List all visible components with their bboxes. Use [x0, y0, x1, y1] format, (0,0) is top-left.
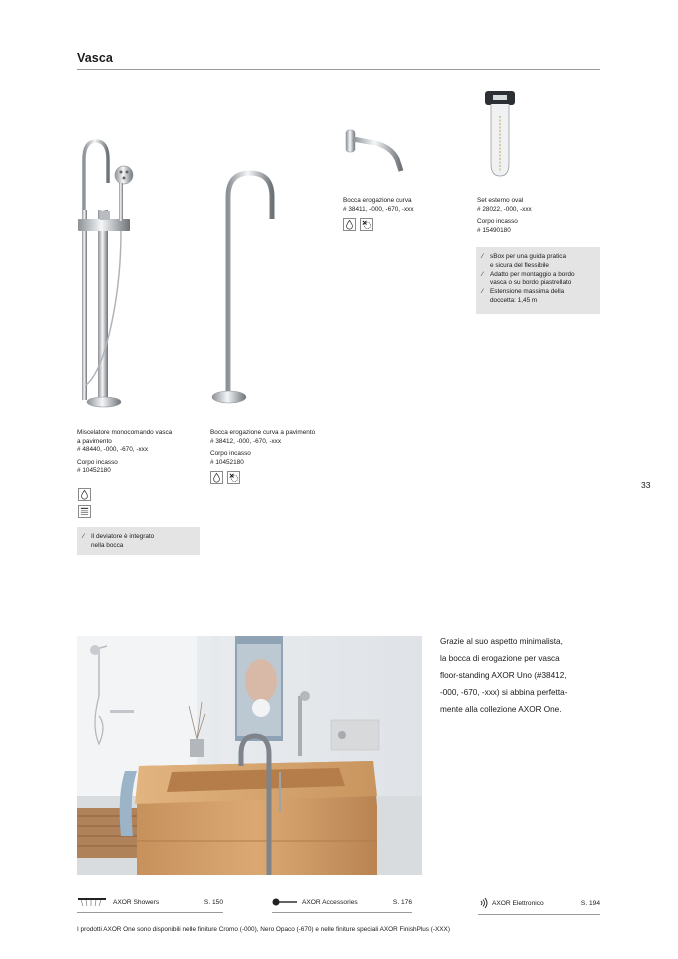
sub-code: # 10452180 [210, 458, 244, 466]
product-info-floor-spout [210, 429, 345, 484]
footer-link-page: S. 194 [580, 899, 600, 907]
no-antilimestone-icon [227, 471, 240, 484]
note-line: e sicura del flessibile [490, 261, 549, 269]
water-drop-icon [78, 488, 91, 501]
note-box-bath-mixer [77, 527, 200, 555]
electronic-sensor-icon [478, 897, 490, 909]
footer-link-label: AXOR Showers [113, 898, 160, 906]
footer-link-elettronico[interactable] [478, 897, 600, 915]
product-image-wall-spout [343, 125, 408, 180]
sub-label: Corpo incasso [477, 218, 518, 226]
footer-link-page: S. 150 [203, 898, 223, 906]
note-bullet-icon: ⁄ [482, 253, 484, 260]
product-image-bath-mixer [74, 135, 144, 413]
shower-head-icon [77, 897, 107, 907]
product-name: a pavimento [77, 437, 112, 445]
product-name: Bocca erogazione curva [343, 197, 412, 204]
note-bullet-icon: ⁄ [482, 288, 484, 296]
photo-caption [440, 633, 600, 718]
footer-link-page: S. 176 [392, 898, 412, 906]
footer-link-label: AXOR Accessories [302, 898, 358, 906]
product-image-floor-spout [208, 167, 278, 412]
note-line: Il deviatore è integrato [91, 533, 155, 540]
no-antilimestone-icon [360, 218, 373, 231]
product-icons-wall-spout [343, 218, 463, 231]
footer-underline [478, 914, 600, 915]
finish-availability-note: I prodotti AXOR One sono disponibili nelle finiture Cromo (-000), Nero Opaco (-670) e nelle finiture speciali AXOR FinishPlus (-XXX) [77, 926, 450, 933]
caption-line: mente alla collezione AXOR One. [440, 705, 562, 714]
title-rule [77, 69, 600, 70]
product-code: # 38412, -000, -670, -xxx [210, 437, 282, 445]
product-icons-floor-spout [210, 471, 345, 484]
sub-code: # 10452180 [77, 467, 111, 475]
footer-underline [77, 912, 223, 913]
footer-underline [272, 912, 412, 913]
shower-holder-icon [78, 505, 91, 518]
product-code: # 48440, -000, -670, -xxx [77, 446, 149, 454]
accessory-bar-icon [272, 897, 298, 907]
bathroom-photo [77, 636, 422, 875]
note-line: vasca o su bordo piastrellato [490, 279, 572, 287]
note-line: doccetta: 1,45 m [490, 296, 538, 304]
footer-link-label: AXOR Elettronico [492, 899, 544, 907]
footer-link-accessories[interactable] [272, 897, 412, 913]
note-line: Estensione massima della [490, 288, 565, 296]
product-name: Bocca erogazione curva a pavimento [210, 429, 316, 436]
note-line: nella bocca [91, 541, 124, 549]
sub-code: # 15490180 [477, 226, 511, 234]
note-bullet-icon: ⁄ [482, 270, 484, 278]
page-number: 33 [641, 480, 651, 490]
product-info-bath-mixer [77, 429, 202, 476]
note-line: Adatto per montaggio a bordo [490, 270, 575, 278]
footer-link-showers[interactable] [77, 897, 223, 913]
water-drop-icon [343, 218, 356, 231]
note-line: sBox per una guida pratica [490, 253, 567, 260]
caption-line: floor-standing AXOR Uno (#38412, [440, 671, 567, 680]
caption-line: Grazie al suo aspetto minimalista, [440, 637, 563, 646]
note-bullet-icon: ⁄ [83, 533, 85, 540]
product-info-external-set [477, 197, 597, 235]
product-code: # 38411, -000, -670, -xxx [343, 205, 414, 213]
product-icons-bath-mixer [78, 488, 91, 518]
sub-label: Corpo incasso [210, 450, 251, 458]
note-box-external-set [476, 247, 600, 314]
sub-label: Corpo incasso [77, 458, 118, 466]
caption-line: la bocca di erogazione per vasca [440, 654, 560, 663]
product-name: Set esterno oval [477, 197, 524, 204]
product-name: Miscelatore monocomando vasca [77, 429, 173, 436]
caption-line: -000, -670, -xxx) si abbina perfetta- [440, 688, 568, 697]
page-title: Vasca [77, 51, 113, 65]
product-image-external-set [481, 86, 521, 181]
product-code: # 28022, -000, -xxx [477, 205, 532, 213]
water-drop-icon [210, 471, 223, 484]
product-info-wall-spout [343, 197, 463, 231]
